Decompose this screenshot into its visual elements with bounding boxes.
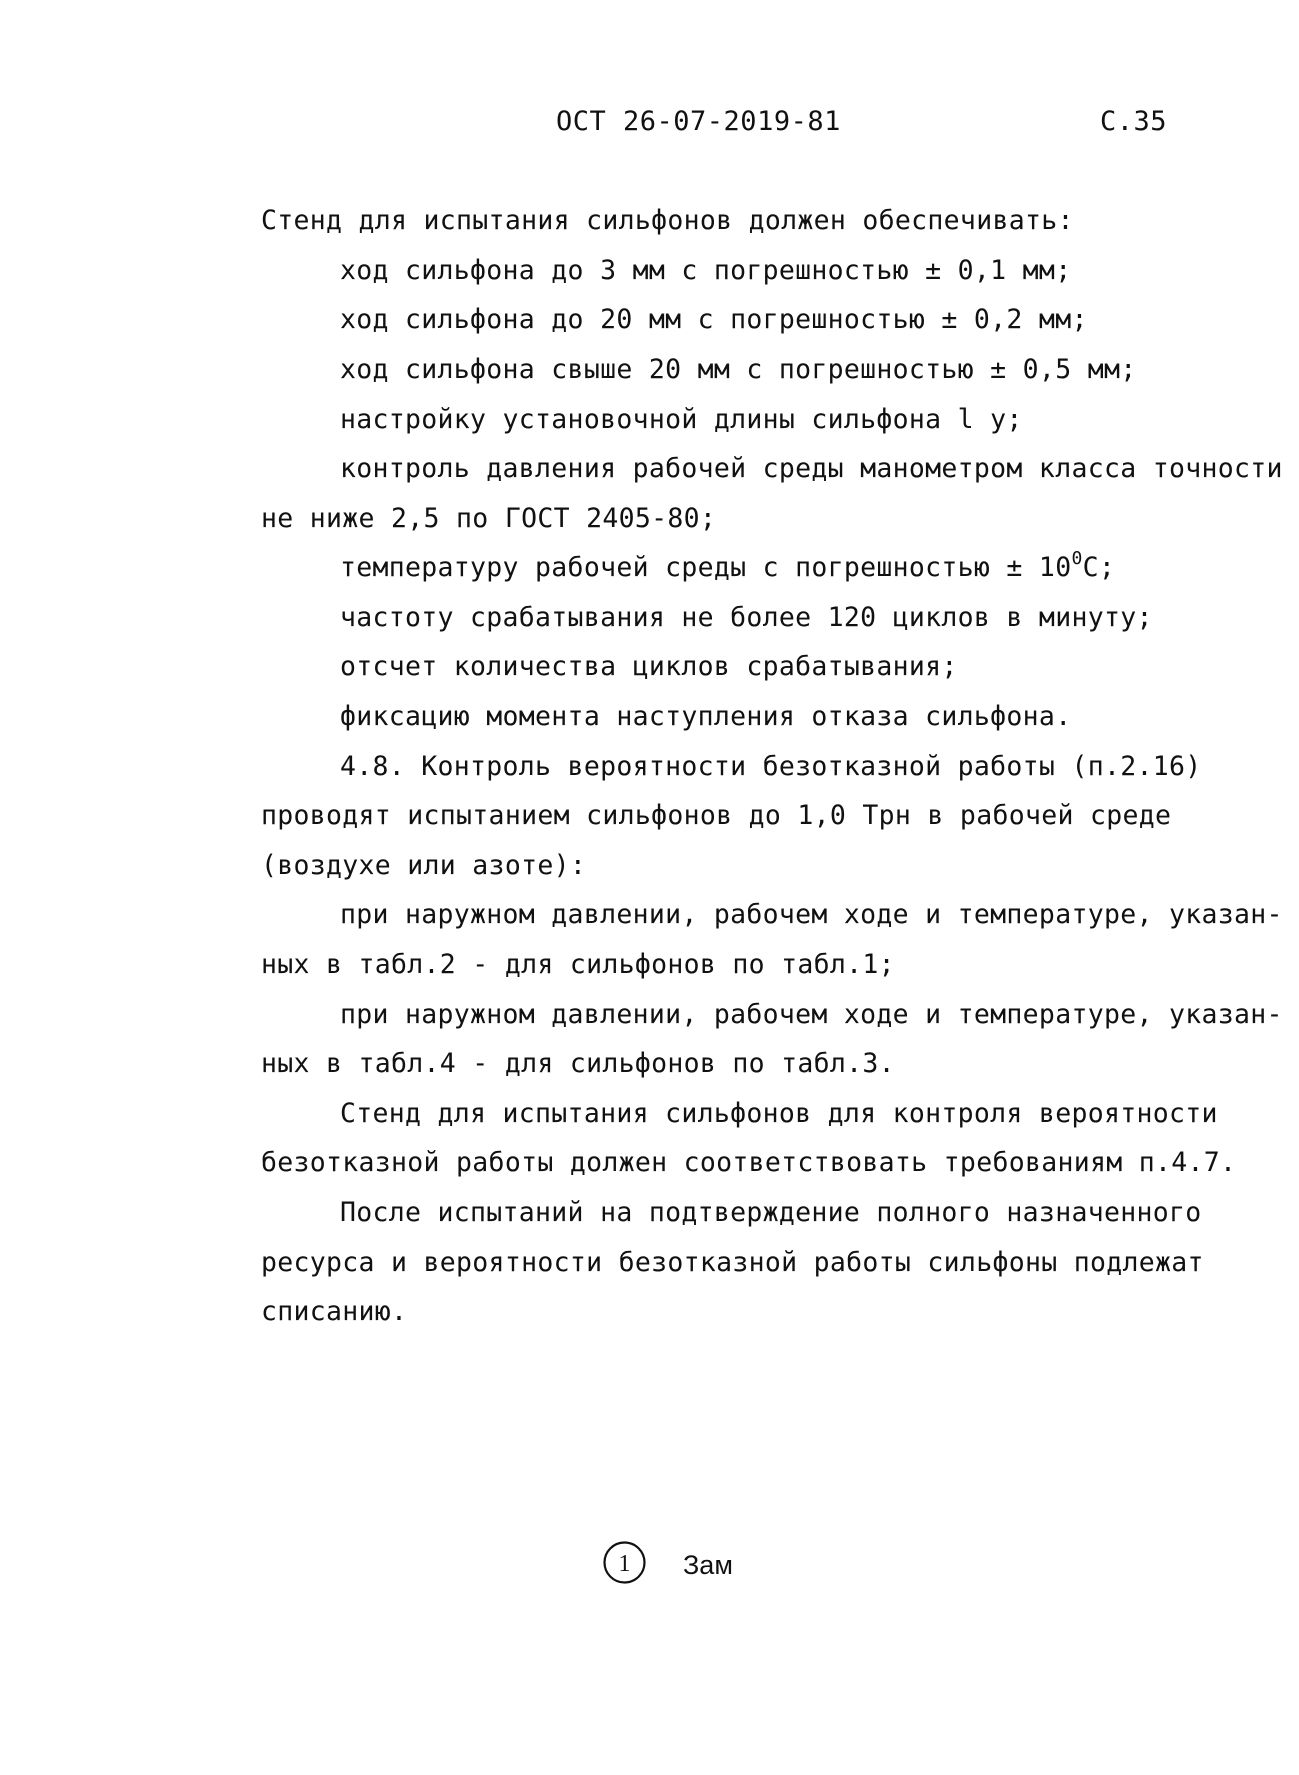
text-line: ресурса и вероятности безотказной работы сильфоны подлежат <box>261 1247 1204 1278</box>
text-line: не ниже 2,5 по ГОСТ 2405-80; <box>261 503 717 534</box>
text-line: ных в табл.2 - для сильфонов по табл.1; <box>261 949 895 980</box>
text-line: при наружном давлении, рабочем ходе и температуре, указан- <box>340 899 1283 930</box>
text-line: ход сильфона свыше 20 мм с погрешностью ± 0,5 мм; <box>340 354 1137 385</box>
superscript-degree: 0 <box>1071 548 1083 569</box>
text-line: После испытаний на подтверждение полного назначенного <box>340 1197 1202 1228</box>
text-line: ход сильфона до 3 мм с погрешностью ± 0,1 мм; <box>340 255 1072 286</box>
amendment-number: 1 <box>618 1551 631 1577</box>
text-line: проводят испытанием сильфонов до 1,0 Трн в рабочей среде <box>261 800 1172 831</box>
text-line: списанию. <box>261 1296 408 1327</box>
amendment-label: Зам <box>683 1550 733 1580</box>
text-line: ных в табл.4 - для сильфонов по табл.3. <box>261 1048 895 1079</box>
text-line: фиксацию момента наступления отказа сильфона. <box>340 701 1072 732</box>
text-line-part: С; <box>1082 552 1116 583</box>
amendment-number-circle <box>602 1540 647 1585</box>
text-line: Стенд для испытания сильфонов должен обеспечивать: <box>261 205 1074 236</box>
text-line: 4.8. Контроль вероятности безотказной работы (п.2.16) <box>340 751 1202 782</box>
text-line: при наружном давлении, рабочем ходе и температуре, указан- <box>340 999 1283 1030</box>
text-line: контроль давления рабочей среды манометром класса точности <box>340 453 1283 484</box>
text-line: ход сильфона до 20 мм с погрешностью ± 0,2 мм; <box>340 304 1088 335</box>
text-line: безотказной работы должен соответствовать требованиям п.4.7. <box>261 1147 1237 1178</box>
text-line: (воздухе или азоте): <box>261 850 587 881</box>
text-line: настройку установочной длины сильфона l у; <box>340 404 1023 435</box>
text-line <box>340 548 1116 586</box>
text-line: Стенд для испытания сильфонов для контроля вероятности <box>340 1098 1218 1129</box>
text-line: частоту срабатывания не более 120 циклов в минуту; <box>340 602 1153 633</box>
doc-number: ОСТ 26-07-2019-81 <box>556 106 841 137</box>
page-number: С.35 <box>1100 106 1168 137</box>
text-line: отсчет количества циклов срабатывания; <box>340 651 958 682</box>
text-line-part: температуру рабочей среды с погрешностью ± 10 <box>340 552 1072 583</box>
